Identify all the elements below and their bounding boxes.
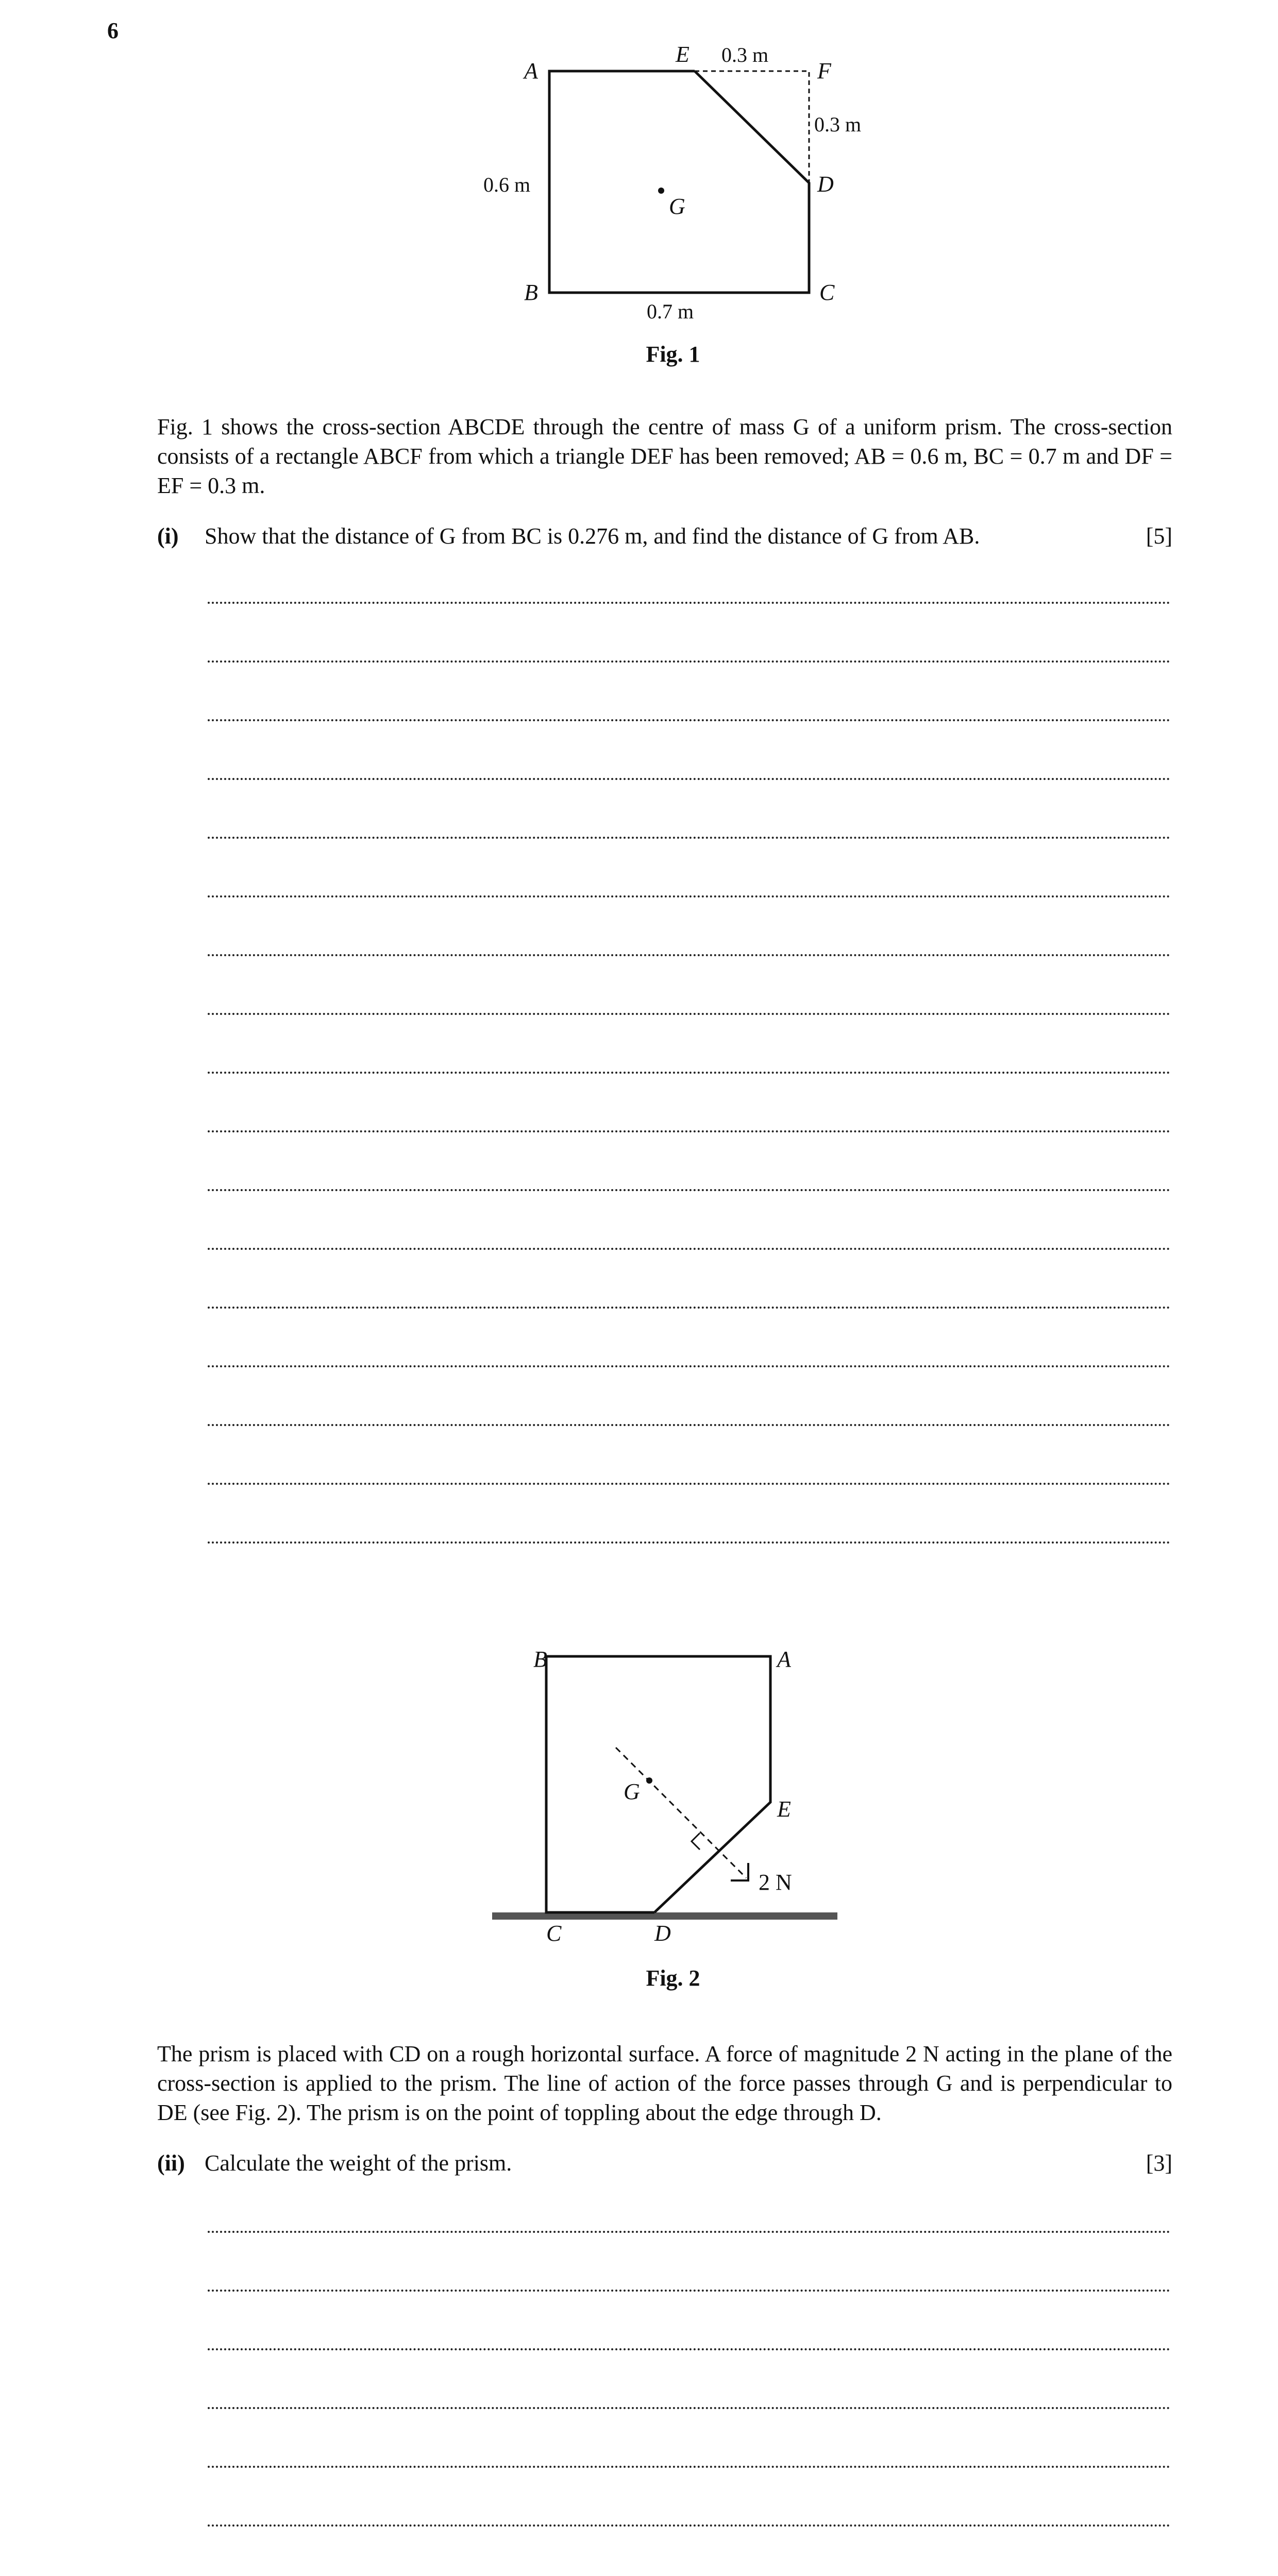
answer-line[interactable] bbox=[208, 1365, 1170, 1367]
answer-line[interactable] bbox=[208, 1130, 1170, 1132]
fig2-right-angle-marker bbox=[692, 1833, 700, 1850]
answer-line[interactable] bbox=[208, 2231, 1170, 2233]
answer-line[interactable] bbox=[208, 1013, 1170, 1015]
page-number: 6 bbox=[107, 18, 119, 43]
question-part-ii bbox=[157, 2148, 1172, 2178]
fig1-label-e: E bbox=[676, 42, 690, 67]
fig2-force-label: 2 N bbox=[759, 1870, 792, 1895]
figure-1 bbox=[453, 36, 897, 323]
part-ii-marks: [3] bbox=[1146, 2150, 1172, 2176]
fig1-caption: Fig. 1 bbox=[646, 342, 700, 367]
fig2-centre-of-mass-dot bbox=[646, 1777, 652, 1784]
answer-line[interactable] bbox=[208, 2524, 1170, 2527]
setup-paragraph: The prism is placed with CD on a rough horizontal surface. A force of magnitude 2 N acting in the plane of the cross-section is applied to the prism. The line of action of the force passes through G and is perpendicular to DE (see Fig. 2). The prism is on the point of toppling about the edge through D. bbox=[157, 2041, 1172, 2125]
fig1-length-ef: 0.3 m bbox=[721, 43, 769, 66]
fig2-label-e: E bbox=[777, 1797, 791, 1822]
fig1-outline bbox=[549, 71, 809, 293]
answer-line[interactable] bbox=[208, 1483, 1170, 1485]
answer-line[interactable] bbox=[208, 719, 1170, 721]
fig1-centre-of-mass-dot bbox=[658, 188, 664, 194]
question-part-i bbox=[157, 521, 1172, 551]
fig2-label-a: A bbox=[777, 1647, 791, 1672]
figure-2 bbox=[484, 1638, 866, 1958]
fig2-label-d: D bbox=[654, 1921, 671, 1946]
part-ii-label: (ii) bbox=[157, 2150, 185, 2176]
fig2-label-b: B bbox=[533, 1647, 547, 1672]
fig1-label-c: C bbox=[819, 280, 835, 305]
part-i-marks: [5] bbox=[1146, 523, 1172, 549]
fig2-label-c: C bbox=[546, 1921, 562, 1946]
answer-line[interactable] bbox=[208, 1307, 1170, 1309]
fig2-label-g: G bbox=[624, 1779, 640, 1804]
answer-line[interactable] bbox=[208, 778, 1170, 780]
fig1-label-d: D bbox=[817, 172, 834, 197]
answer-line[interactable] bbox=[208, 660, 1170, 663]
fig2-caption: Fig. 2 bbox=[646, 1965, 700, 1991]
fig1-label-f: F bbox=[817, 58, 831, 83]
answer-line[interactable] bbox=[208, 2290, 1170, 2292]
part-i-label: (i) bbox=[157, 523, 179, 549]
answer-line[interactable] bbox=[208, 2407, 1170, 2409]
answer-line[interactable] bbox=[208, 954, 1170, 956]
answer-line[interactable] bbox=[208, 2466, 1170, 2468]
part-i-text: Show that the distance of G from BC is 0.276 m, and find the distance of G from AB. bbox=[205, 523, 980, 549]
fig1-length-ab: 0.6 m bbox=[483, 173, 531, 196]
intro-paragraph: Fig. 1 shows the cross-section ABCDE through the centre of mass G of a uniform prism. The cross-section consists of a rectangle ABCF from which a triangle DEF has been removed; AB = 0.6 m, BC = 0.7 m and DF = EF = 0.3 m. bbox=[157, 414, 1172, 498]
answer-line[interactable] bbox=[208, 1248, 1170, 1250]
answer-line[interactable] bbox=[208, 895, 1170, 897]
answer-line[interactable] bbox=[208, 1541, 1170, 1544]
answer-line[interactable] bbox=[208, 1072, 1170, 1074]
fig2-force-line-of-action bbox=[616, 1748, 746, 1878]
part-ii-text: Calculate the weight of the prism. bbox=[205, 2150, 512, 2176]
answer-line[interactable] bbox=[208, 837, 1170, 839]
fig1-label-b: B bbox=[524, 280, 538, 305]
answer-line[interactable] bbox=[208, 602, 1170, 604]
fig1-label-g: G bbox=[669, 194, 685, 219]
answer-line[interactable] bbox=[208, 1189, 1170, 1191]
answer-line[interactable] bbox=[208, 1424, 1170, 1426]
fig1-label-a: A bbox=[524, 58, 538, 83]
fig1-length-fd: 0.3 m bbox=[814, 113, 862, 136]
answer-line[interactable] bbox=[208, 2348, 1170, 2350]
fig2-outline bbox=[546, 1656, 770, 1912]
fig1-length-bc: 0.7 m bbox=[647, 300, 694, 323]
